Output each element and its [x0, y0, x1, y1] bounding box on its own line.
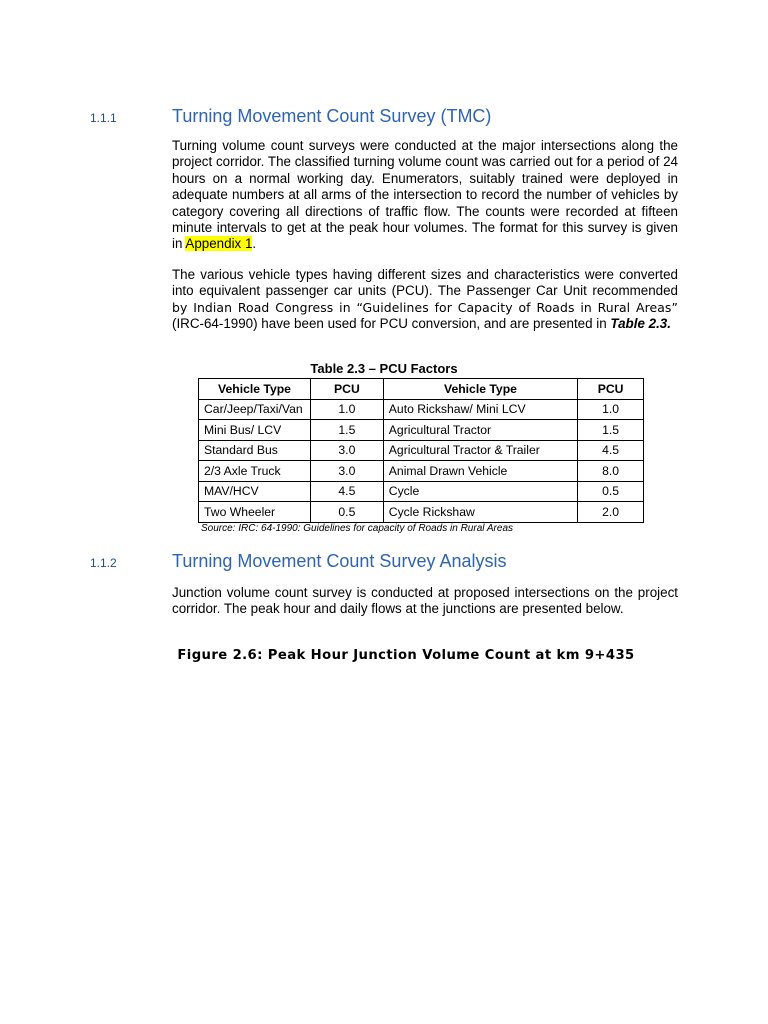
paragraph-junction-survey: Junction volume count survey is conducted at proposed intersections on the project corridor. The peak hour and daily flows at the junctions are presented below. — [172, 585, 678, 617]
paragraph-pcu-text-b: by Indian Road Congress in “Guidelines for Capacity of Roads in Rural Areas” — [172, 299, 678, 315]
paragraph-tmc-period: . — [252, 236, 257, 252]
table-cell: 3.0 — [310, 440, 383, 461]
paragraph-tmc-survey — [172, 138, 678, 253]
table-cell: 1.5 — [310, 420, 383, 441]
table-cell: 1.0 — [578, 399, 644, 420]
table-cell: MAV/HCV — [199, 481, 311, 502]
table-row — [199, 461, 644, 482]
paragraph-pcu — [172, 267, 678, 333]
table-cell: 1.5 — [578, 420, 644, 441]
figure-caption: Figure 2.6: Peak Hour Junction Volume Count at km 9+435 — [177, 648, 635, 663]
paragraph-pcu-text-a: The various vehicle types having different sizes and characteristics were converted into equivalent passenger car units (PCU). The Passenger Car Unit recommended — [172, 267, 678, 299]
table-cell: Auto Rickshaw/ Mini LCV — [383, 399, 577, 420]
table-row — [199, 502, 644, 523]
section-title-analysis: Turning Movement Count Survey Analysis — [172, 551, 507, 571]
section-number-1-1-2: 1.1.2 — [90, 556, 117, 570]
table-cell: Cycle Rickshaw — [383, 502, 577, 523]
table-caption: Table 2.3 – PCU Factors — [310, 361, 458, 376]
table-cell: Two Wheeler — [199, 502, 311, 523]
table-cell: 3.0 — [310, 461, 383, 482]
table-header-row — [199, 379, 644, 400]
table-cell: Agricultural Tractor & Trailer — [383, 440, 577, 461]
table-cell: Cycle — [383, 481, 577, 502]
table-cell: Car/Jeep/Taxi/Van — [199, 399, 311, 420]
appendix-1-reference: Appendix 1 — [185, 236, 253, 252]
table-cell: 2/3 Axle Truck — [199, 461, 311, 482]
table-cell: 1.0 — [310, 399, 383, 420]
table-row — [199, 440, 644, 461]
table-cell: Standard Bus — [199, 440, 311, 461]
table-row — [199, 420, 644, 441]
table-cell: 4.5 — [578, 440, 644, 461]
table-source-note: Source: IRC: 64-1990: Guidelines for capacity of Roads in Rural Areas — [201, 523, 514, 534]
table-cell: 0.5 — [578, 481, 644, 502]
table-row — [199, 481, 644, 502]
table-cell: 0.5 — [310, 502, 383, 523]
table-cell: 8.0 — [578, 461, 644, 482]
paragraph-pcu-text-c: (IRC-64-1990) have been used for PCU conversion, and are presented in — [172, 316, 611, 332]
table-row — [199, 399, 644, 420]
pcu-factors-table — [198, 378, 644, 523]
header-vehicle-type: Vehicle Type — [199, 379, 311, 400]
header-pcu: PCU — [310, 379, 383, 400]
table-cell: Animal Drawn Vehicle — [383, 461, 577, 482]
paragraph-tmc-text: Turning volume count surveys were conducted at the major intersections along the project corridor. The classified turning volume count was carried out for a period of 24 hours on a normal working day. Enumerators, suitably trained were deployed in adequate numbers at all arms of the intersection to record the number of vehicles by category covering all directions of traffic flow. The counts were recorded at fifteen minute intervals to get at the peak hour volumes. The format for this survey is given in — [172, 138, 678, 252]
table-cell: 2.0 — [578, 502, 644, 523]
section-number-1-1-1: 1.1.1 — [90, 111, 117, 125]
table-2-3-reference: Table 2.3. — [610, 316, 671, 332]
table-cell: Mini Bus/ LCV — [199, 420, 311, 441]
section-title-tmc: Turning Movement Count Survey (TMC) — [172, 106, 492, 126]
table-cell: 4.5 — [310, 481, 383, 502]
header-vehicle-type-2: Vehicle Type — [383, 379, 577, 400]
header-pcu-2: PCU — [578, 379, 644, 400]
table-cell: Agricultural Tractor — [383, 420, 577, 441]
